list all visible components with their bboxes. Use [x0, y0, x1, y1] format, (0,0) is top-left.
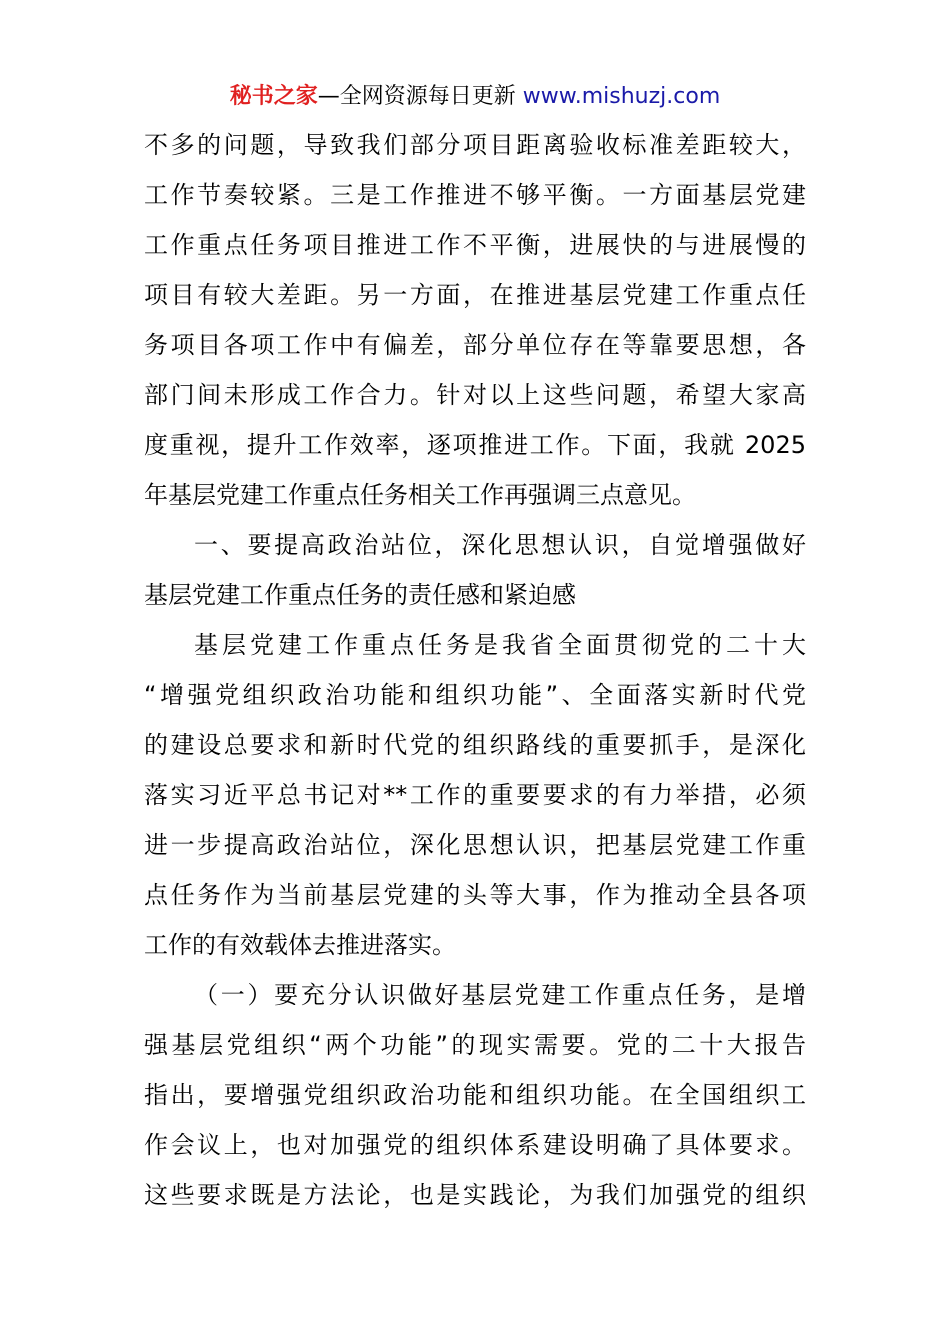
- text-line: 的建设总要求和新时代党的组织路线的重要抓手，是深化: [144, 731, 806, 759]
- site-brand: 秘书之家: [229, 84, 318, 109]
- text-line: 工作重点任务项目推进工作不平衡，进展快的与进展慢的: [144, 231, 806, 259]
- section-heading-line: 基层党建工作重点任务的责任感和紧迫感: [144, 581, 576, 609]
- site-url-link[interactable]: www.mishuzj.com: [522, 84, 721, 109]
- text-line: 年基层党建工作重点任务相关工作再强调三点意见。: [144, 481, 696, 509]
- section-heading-line: 一、要提高政治站位，深化思想认识，自觉增强做好: [194, 531, 806, 559]
- text-line: 这些要求既是方法论，也是实践论，为我们加强党的组织: [144, 1181, 806, 1209]
- text-line: 务项目各项工作中有偏差，部分单位存在等靠要思想，各: [144, 331, 806, 359]
- text-line: 强基层党组织“两个功能”的现实需要。党的二十大报告: [144, 1031, 806, 1059]
- text-line: 作会议上，也对加强党的组织体系建设明确了具体要求。: [144, 1131, 806, 1159]
- text-line: 不多的问题，导致我们部分项目距离验收标准差距较大，: [144, 131, 806, 159]
- text-line: 工作的有效载体去推进落实。: [144, 931, 456, 959]
- text-line: 点任务作为当前基层党建的头等大事，作为推动全县各项: [144, 881, 806, 909]
- text-line: 基层党建工作重点任务是我省全面贯彻党的二十大: [194, 631, 806, 659]
- site-header: [0, 80, 950, 114]
- text-line: 进一步提高政治站位，深化思想认识，把基层党建工作重: [144, 831, 806, 859]
- text-line: 度重视，提升工作效率，逐项推进工作。下面，我就 2025: [144, 431, 806, 459]
- text-line: 工作节奏较紧。三是工作推进不够平衡。一方面基层党建: [144, 181, 806, 209]
- document-body: [144, 120, 806, 1220]
- site-tagline: —全网资源每日更新: [317, 84, 523, 109]
- subsection-heading-line: （一）要充分认识做好基层党建工作重点任务，是增: [194, 981, 806, 1009]
- text-line: 项目有较大差距。另一方面，在推进基层党建工作重点任: [144, 281, 806, 309]
- text-line: 指出，要增强党组织政治功能和组织功能。在全国组织工: [144, 1081, 806, 1109]
- text-line: “增强党组织政治功能和组织功能”、全面落实新时代党: [144, 681, 806, 709]
- text-line: 部门间未形成工作合力。针对以上这些问题，希望大家高: [144, 381, 806, 409]
- text-line: 落实习近平总书记对**工作的重要要求的有力举措，必须: [144, 781, 806, 809]
